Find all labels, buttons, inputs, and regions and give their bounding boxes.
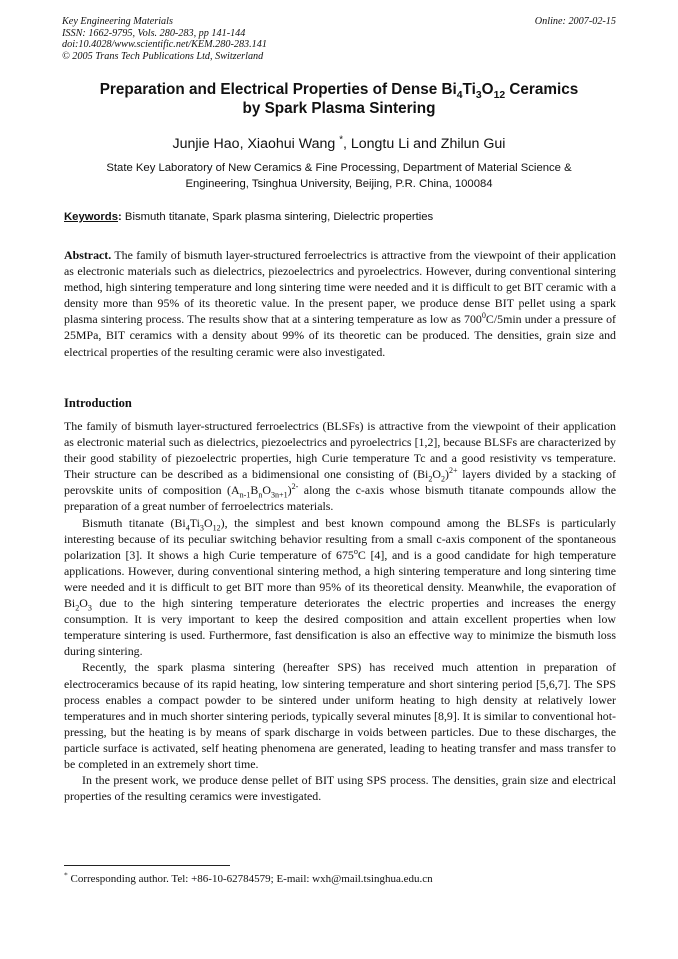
- author-list: Junjie Hao, Xiaohui Wang *, Longtu Li and Zhilun Gui: [172, 134, 506, 152]
- keywords: Keywords: Bismuth titanate, Spark plasma sintering, Dielectric properties: [64, 211, 434, 223]
- footnote: * Corresponding author. Tel: +86-10-62784579; E-mail: wxh@mail.tsinghua.edu.cn: [64, 870, 433, 885]
- online-date: Online: 2007-02-15: [534, 16, 616, 27]
- footnote-divider: [64, 865, 230, 866]
- journal-header: [62, 16, 616, 62]
- affiliation: State Key Laboratory of New Ceramics & Fine Processing, Department of Material Science & Engineering, Tsinghua University, Beijing, P.R. China, 100084: [106, 162, 572, 190]
- corresponding-mark: *: [339, 134, 343, 146]
- keywords-label: Keywords: [64, 211, 118, 223]
- paragraph: The family of bismuth layer-structured ferroelectrics (BLSFs) is attractive from the viewpoint of their application as electronic material such as dielectrics, piezoelectrics and pyroelectrics [1,2], because BLSFs are characterized by their good stability of piezoelectric properties, high Curie temperature Tc and a good resistivity vs temperature. Their structure can be described as a bidimensional one consisting of $(Bi_2O_2)^{2+}$ layers divided by a stacking of perovskite units of composition $(A_{n-1}B_nO_{3n+1})^{2-}$ along the c-axis whose bismuth titanate compounds allow the preparation of a great number of ferroelectrics materials.: [64, 419, 616, 514]
- journal-name: Key Engineering Materials: [62, 16, 173, 27]
- paragraph: In the present work, we produce dense pellet of BIT using SPS process. The densities, grain size and electrical properties of the resulting ceramics were investigated.: [64, 773, 616, 804]
- abstract-label: Abstract.: [64, 248, 112, 262]
- title-line-1: Preparation and Electrical Properties of Dense $Bi_4Ti_3O_{12}$ Ceramics: [99, 81, 579, 102]
- title-line-2: by Spark Plasma Sintering: [242, 100, 436, 117]
- journal-copyright: © 2005 Trans Tech Publications Ltd, Switzerland: [62, 50, 264, 62]
- abstract: Abstract. The family of bismuth layer-structured ferroelectrics is attractive from the viewpoint of their application as electronic materials such as dielectrics, piezoelectrics and pyroelectrics. However, during conventional sintering method, high sintering temperature and long sintering time were needed and it is difficult to get BIT ceramic with a density more than 95% of its theoretic value. In the present paper, we produce dense BIT pellet using a spark plasma sintering process. The results show that at a sintering temperature as low as $700^0C/5\min$ under a pressure of 25MPa, BIT ceramics with a density about 99% of its theoretic can be produced. The densities, grain size and electrical properties of the resulting ceramic were also investigated.: [64, 248, 616, 359]
- paragraph: Recently, the spark plasma sintering (hereafter SPS) has received much attention in preparation of electroceramics because of its rapid heating, low sintering temperature and short sintering period [5,6,7]. The SPS process enables a compact powder to be sintered under uniform heating to high density at relatively lower temperatures and in much shorter sintering periods, typically several minutes [8,9]. It is similar to conventional hot-pressing, but the heating is by means of spark discharge in voids between particles. Due to these discharges, the particle surface is activated, self heating phenomena are generated, leading to heating transfer and mass transfer to be completed in an extremely short time.: [64, 660, 616, 771]
- keywords-text: Bismuth titanate, Spark plasma sintering, Dielectric properties: [121, 211, 434, 223]
- section-heading-introduction: Introduction: [64, 396, 132, 410]
- paragraph: Bismuth titanate $(Bi_4Ti_3O_{12})$, the simplest and best known compound among the BLSFs is particularly interesting because of its peculiar switching behavior resulting from a small c-axis component of the spontaneous polarization [3]. It shows a high Curie temperature of 675$^o$C [4], and is a good candidate for high temperature applications. However, during conventional sintering method, a high sintering temperature and long sintering time were needed and it is difficult to get BIT more than 95% of its theoretical density. Meanwhile, the evaporation of $Bi_2O_3$ due to the high sintering temperature deteriorates the electric properties and increases the energy consumption. It is very important to keep the desired composition and attain excellent properties when low temperature sintering is used. Furthermore, fast densification is also an effective way to minimize the bismuth loss during sintering.: [64, 515, 617, 659]
- paper-title: [60, 80, 618, 118]
- journal-doi[interactable]: doi:10.4028/www.scientific.net/KEM.280-283.141: [62, 39, 267, 50]
- journal-issn: ISSN: 1662-9795, Vols. 280-283, pp 141-144: [62, 27, 246, 39]
- introduction-body: [64, 418, 616, 804]
